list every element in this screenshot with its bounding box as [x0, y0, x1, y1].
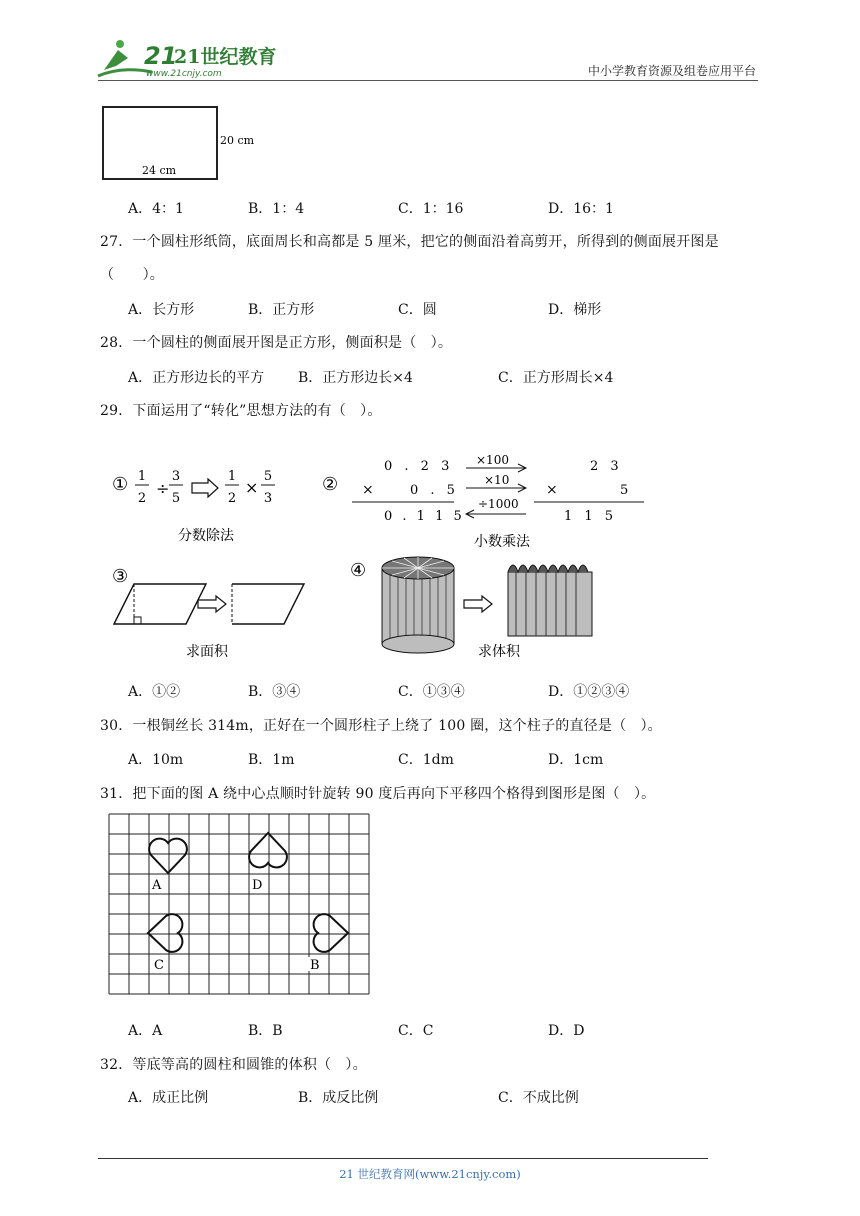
- q29-figure-cylinder-volume: [350, 552, 610, 664]
- svg-text:④: ④: [350, 560, 367, 581]
- svg-text:21: 21: [144, 42, 178, 70]
- svg-text:1: 1: [227, 469, 237, 484]
- svg-text:÷: ÷: [156, 479, 170, 498]
- svg-text:求体积: 求体积: [478, 644, 520, 660]
- svg-text:0 . 5: 0 . 5: [410, 483, 459, 498]
- q27-option-b[interactable]: B．正方形: [248, 302, 315, 318]
- q27-text: 27．一个圆柱形纸筒，底面周长和高都是 5 厘米，把它的侧面沿着高剪开，所得到的侧面展开图是: [100, 234, 719, 250]
- svg-text:A: A: [152, 878, 162, 893]
- svg-text:②: ②: [322, 474, 339, 495]
- svg-text:0 . 1 1 5: 0 . 1 1 5: [384, 509, 465, 524]
- q28-text: 28．一个圆柱的侧面展开图是正方形，侧面积是（ ）。: [100, 335, 453, 351]
- q31-option-c[interactable]: C．C: [398, 1023, 434, 1039]
- svg-text:×10: ×10: [484, 473, 510, 487]
- svg-text:③: ③: [112, 566, 129, 587]
- q29-option-a[interactable]: A．①②: [128, 684, 181, 700]
- q31-text: 31．把下面的图 A 绕中心点顺时针旋转 90 度后再向下平移四个格得到图形是图（ ）。: [100, 786, 656, 802]
- heart-d: [249, 833, 287, 867]
- q28-option-c[interactable]: C．正方形周长×4: [498, 370, 614, 386]
- site-logo: [92, 36, 277, 80]
- header-divider: [98, 80, 758, 81]
- svg-text:①: ①: [112, 474, 129, 495]
- q31-option-d[interactable]: D．D: [548, 1023, 585, 1039]
- q30-option-a[interactable]: A．10m: [128, 752, 184, 768]
- svg-text:小数乘法: 小数乘法: [474, 534, 530, 550]
- q26-option-d[interactable]: D．16：1: [548, 201, 614, 217]
- svg-text:1 1 5: 1 1 5: [564, 509, 618, 524]
- q26-option-c[interactable]: C．1：16: [398, 201, 464, 217]
- q27-option-d[interactable]: D．梯形: [548, 302, 602, 318]
- svg-text:×: ×: [546, 482, 558, 498]
- q30-option-d[interactable]: D．1cm: [548, 752, 604, 768]
- heart-b: [314, 914, 348, 952]
- svg-text:×100: ×100: [476, 453, 509, 467]
- svg-text:www.21cnjy.com: www.21cnjy.com: [146, 69, 222, 79]
- svg-text:5: 5: [171, 491, 181, 506]
- svg-text:×: ×: [245, 478, 259, 497]
- heart-a: [149, 839, 187, 873]
- q27-text-cont: （ ）。: [100, 267, 164, 283]
- q32-option-b[interactable]: B．成反比例: [298, 1090, 379, 1106]
- svg-text:20 cm: 20 cm: [220, 134, 255, 147]
- svg-text:24 cm: 24 cm: [142, 164, 177, 177]
- svg-text:C: C: [154, 958, 164, 973]
- heart-c: [148, 914, 182, 952]
- q28-option-a[interactable]: A．正方形边长的平方: [128, 370, 265, 386]
- svg-text:×: ×: [362, 482, 374, 498]
- q32-text: 32．等底等高的圆柱和圆锥的体积（ ）。: [100, 1057, 367, 1073]
- q27-option-a[interactable]: A．长方形: [128, 302, 195, 318]
- q26-option-a[interactable]: A．4：1: [128, 201, 184, 217]
- q26-rectangle-figure: [100, 104, 260, 184]
- q28-option-b[interactable]: B．正方形边长×4: [298, 370, 413, 386]
- q29-option-c[interactable]: C．①③④: [398, 684, 465, 700]
- q30-option-b[interactable]: B．1m: [248, 752, 295, 768]
- q27-option-c[interactable]: C．圆: [398, 302, 437, 318]
- q29-figure-decimal-multiplication: [318, 448, 658, 552]
- q29-option-d[interactable]: D．①②③④: [548, 684, 630, 700]
- q29-figure-parallelogram-area: [108, 562, 318, 662]
- svg-text:求面积: 求面积: [186, 644, 228, 660]
- q29-figure-fraction-division: [108, 452, 308, 548]
- platform-title: 中小学教育资源及组卷应用平台: [587, 64, 756, 78]
- svg-text:÷1000: ÷1000: [478, 497, 519, 511]
- footer-text[interactable]: 21 世纪教育网(www.21cnjy.com): [339, 1167, 521, 1181]
- q32-option-c[interactable]: C．不成比例: [498, 1090, 579, 1106]
- q31-option-a[interactable]: A．A: [128, 1023, 163, 1039]
- svg-text:5: 5: [263, 469, 273, 484]
- svg-text:2: 2: [137, 491, 147, 506]
- q30-text: 30．一根铜丝长 314m，正好在一个圆形柱子上绕了 100 圈，这个柱子的直径是（ ）。: [100, 718, 662, 734]
- q31-option-b[interactable]: B．B: [248, 1023, 283, 1039]
- svg-text:0 . 2 3: 0 . 2 3: [384, 459, 454, 474]
- svg-text:5: 5: [620, 483, 629, 498]
- q26-option-b[interactable]: B．1：4: [248, 201, 305, 217]
- svg-text:21世纪教育: 21世纪教育: [174, 46, 277, 68]
- svg-text:2: 2: [227, 491, 237, 506]
- svg-text:1: 1: [137, 469, 147, 484]
- q29-option-b[interactable]: B．③④: [248, 684, 301, 700]
- q31-grid-figure: [108, 813, 370, 997]
- svg-text:D: D: [252, 878, 263, 893]
- q29-text: 29．下面运用了“转化”思想方法的有（ ）。: [100, 403, 382, 419]
- svg-text:B: B: [310, 958, 320, 973]
- svg-text:3: 3: [263, 491, 273, 506]
- svg-text:分数除法: 分数除法: [178, 528, 234, 544]
- footer-divider: [98, 1158, 708, 1159]
- q32-option-a[interactable]: A．成正比例: [128, 1090, 209, 1106]
- svg-text:3: 3: [171, 469, 181, 484]
- svg-text:2 3: 2 3: [590, 459, 623, 474]
- q30-option-c[interactable]: C．1dm: [398, 752, 454, 768]
